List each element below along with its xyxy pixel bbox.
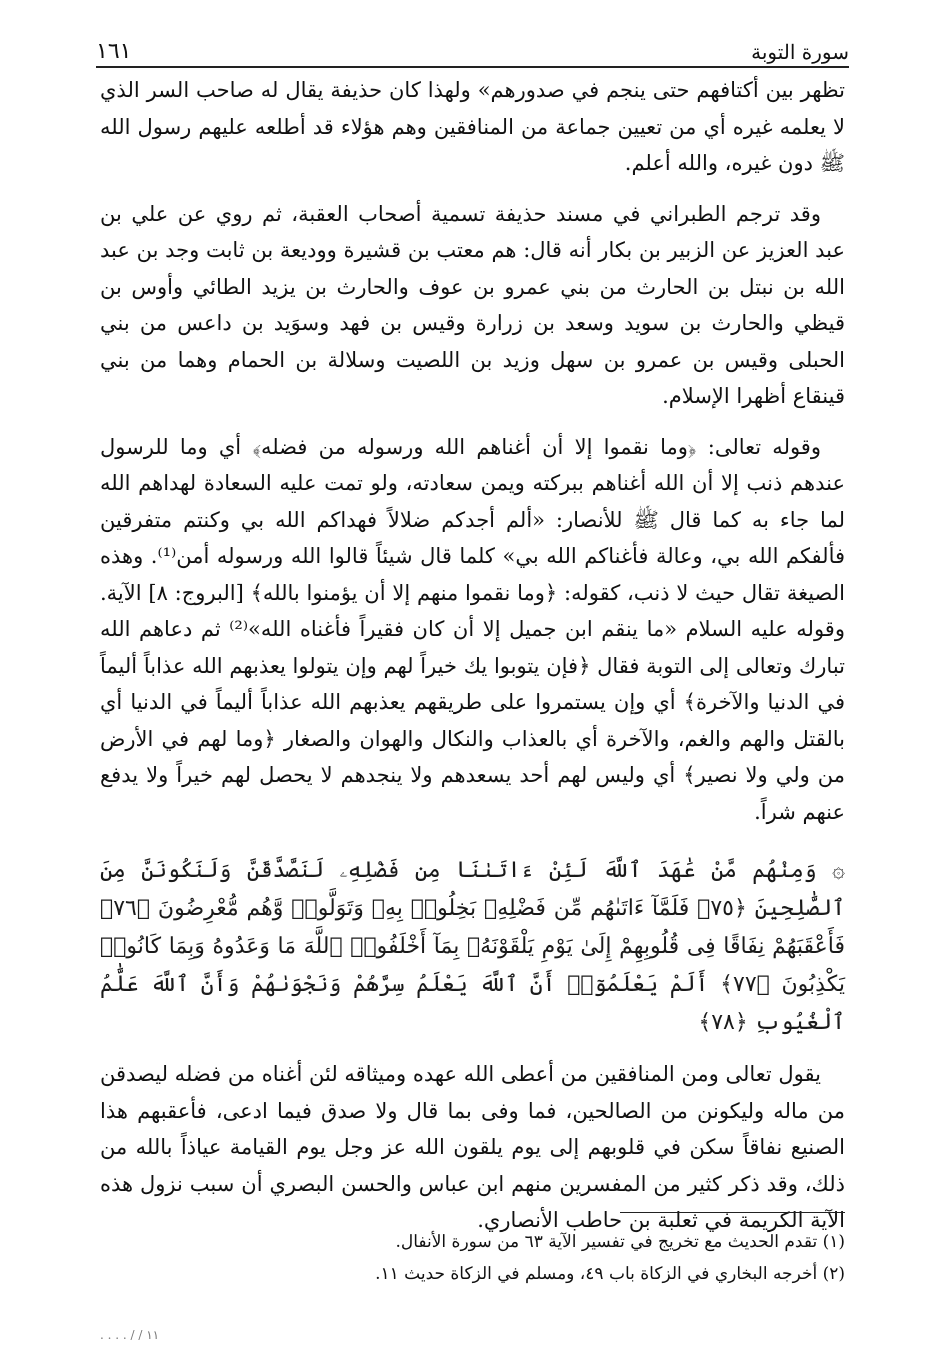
page-number: ١٦١ [96,39,132,64]
paragraph: وقوله تعالى: ﴿وما نقموا إلا أن أغناهم الله ورسوله من فضله﴾ أي وما للرسول عندهم ذنب إلا أن الله أغناهم ببركته ويمن سعادته، ولو تمت عليه السعادة لهداهم الله لما جاء به كما قال ﷺ للأنصار: «ألم أجدكم ضلالاً فهداكم الله بي وكنتم متفرقين فألفكم الله بي، وعالة فأغناكم الله بي» كلما قال شيئاً قالوا الله ورسوله أمن⁽¹⁾. وهذه الصيغة تقال حيث لا ذنب، كقوله: ﴿وما نقموا منهم إلا أن يؤمنوا بالله﴾ [البروج: ٨] الآية. وقوله عليه السلام «ما ينقم ابن جميل إلا أن كان فقيراً فأغناه الله»⁽²⁾ ثم دعاهم الله تبارك وتعالى إلى التوبة فقال ﴿فإن يتوبوا يك خيراً لهم وإن يتولوا يعذبهم الله عذاباً أليماً في الدنيا والآخرة﴾ أي وإن يستمروا على طريقهم يعذبهم الله عذاباً أليماً في الدنيا أي بالقتل والهم والغم، والآخرة أي بالعذاب والنكال والهوان والصغار ﴿وما لهم في الأرض من ولي ولا نصير﴾ أي وليس لهم أحد يسعدهم ولا ينجدهم لا يحصل لهم خيراً ولا يدفع عنهم شراً. [100,434,845,824]
quran-verses: ۞ وَمِنْهُم مَّنْ عَٰهَدَ ٱللَّهَ لَئِنْ ءَاتَىٰنَا مِن فَضْلِهِۦ لَنَصَّدَّقَنَّ وَلَنَكُونَنَّ مِنَ ٱلصَّٰلِحِينَ ﴿٧٥﴾ فَلَمَّآ ءَاتَىٰهُم مِّن فَضْلِهِۦ بَخِلُوا۟ بِهِۦ وَتَوَلَّوا۟ وَّهُم مُّعْرِضُونَ ﴿٧٦﴾ فَأَعْقَبَهُمْ نِفَاقًا فِى قُلُوبِهِمْ إِلَىٰ يَوْمِ يَلْقَوْنَهُۥ بِمَآ أَخْلَفُوا۟ ٱللَّهَ مَا وَعَدُوهُ وَبِمَا كَانُوا۟ يَكْذِبُونَ ﴿٧٧﴾ أَلَمْ يَعْلَمُوٓا۟ أَنَّ ٱللَّهَ يَعْلَمُ سِرَّهُمْ وَنَجْوَىٰهُمْ وَأَنَّ ٱللَّهَ عَلَّٰمُ ٱلْغُيُوبِ ﴿٧٨﴾ [100,858,846,1035]
printer-mark: ١١ / / . . . . [100,1328,160,1342]
surah-title: سورة التوبة [751,40,849,64]
body-text [100,72,845,1253]
footnote-divider [620,1212,845,1213]
paragraph: يقول تعالى ومن المنافقين من أعطى الله عهده وميثاقه لئن أغناه من فضله ليصدقن من ماله وليكونن من الصالحين، فما وفى بما قال ولا صدق فيما ادعى، فأعقبهم هذا الصنيع نفاقاً سكن في قلوبهم إلى يوم يلقون الله عز وجل يوم القيامة عياذاً بالله من ذلك، وقد ذكر كثير من المفسرين منهم ابن عباس والحسن البصري أن سبب نزول هذه الآية الكريمة في ثعلبة بن حاطب الأنصاري. [100,1062,845,1232]
page-header [96,28,849,64]
paragraph: وقد ترجم الطبراني في مسند حذيفة تسمية أصحاب العقبة، ثم روي عن علي بن عبد العزيز عن الزبير بن بكار أنه قال: هم معتب بن قشيرة ووديعة بن ثابت وجد بن عبد الله بن نبتل بن الحارث من بني عمرو بن عوف والحارث بن يزيد الطائي وأوس بن قيظي والحارث بن سويد وسعد بن زرارة وقيس بن فهد وسوَيد بن داعس من بني الحبلى وقيس بن عمرو بن سهل وزيد بن اللصيت وسلالة بن الحمام وهما من بني قينقاع أظهرا الإسلام. [100,201,846,408]
footnote: (١) تقدم الحديث مع تخريج في تفسير الآية ٦٣ من سورة الأنفال. [395,1232,845,1252]
footnotes [100,1226,845,1290]
paragraph: تظهر بين أكتافهم حتى ينجم في صدورهم» ولهذا كان حذيفة يقال له صاحب السر الذي لا يعلمه غيره أي من تعيين جماعة من المنافقين وهم هؤلاء قد أطلعه عليهم رسول الله ﷺ دون غيره، والله أعلم. [100,78,845,175]
footnote: (٢) أخرجه البخاري في الزكاة باب ٤٩، ومسلم في الزكاة حديث ١١. [375,1264,845,1284]
header-divider [96,66,849,68]
